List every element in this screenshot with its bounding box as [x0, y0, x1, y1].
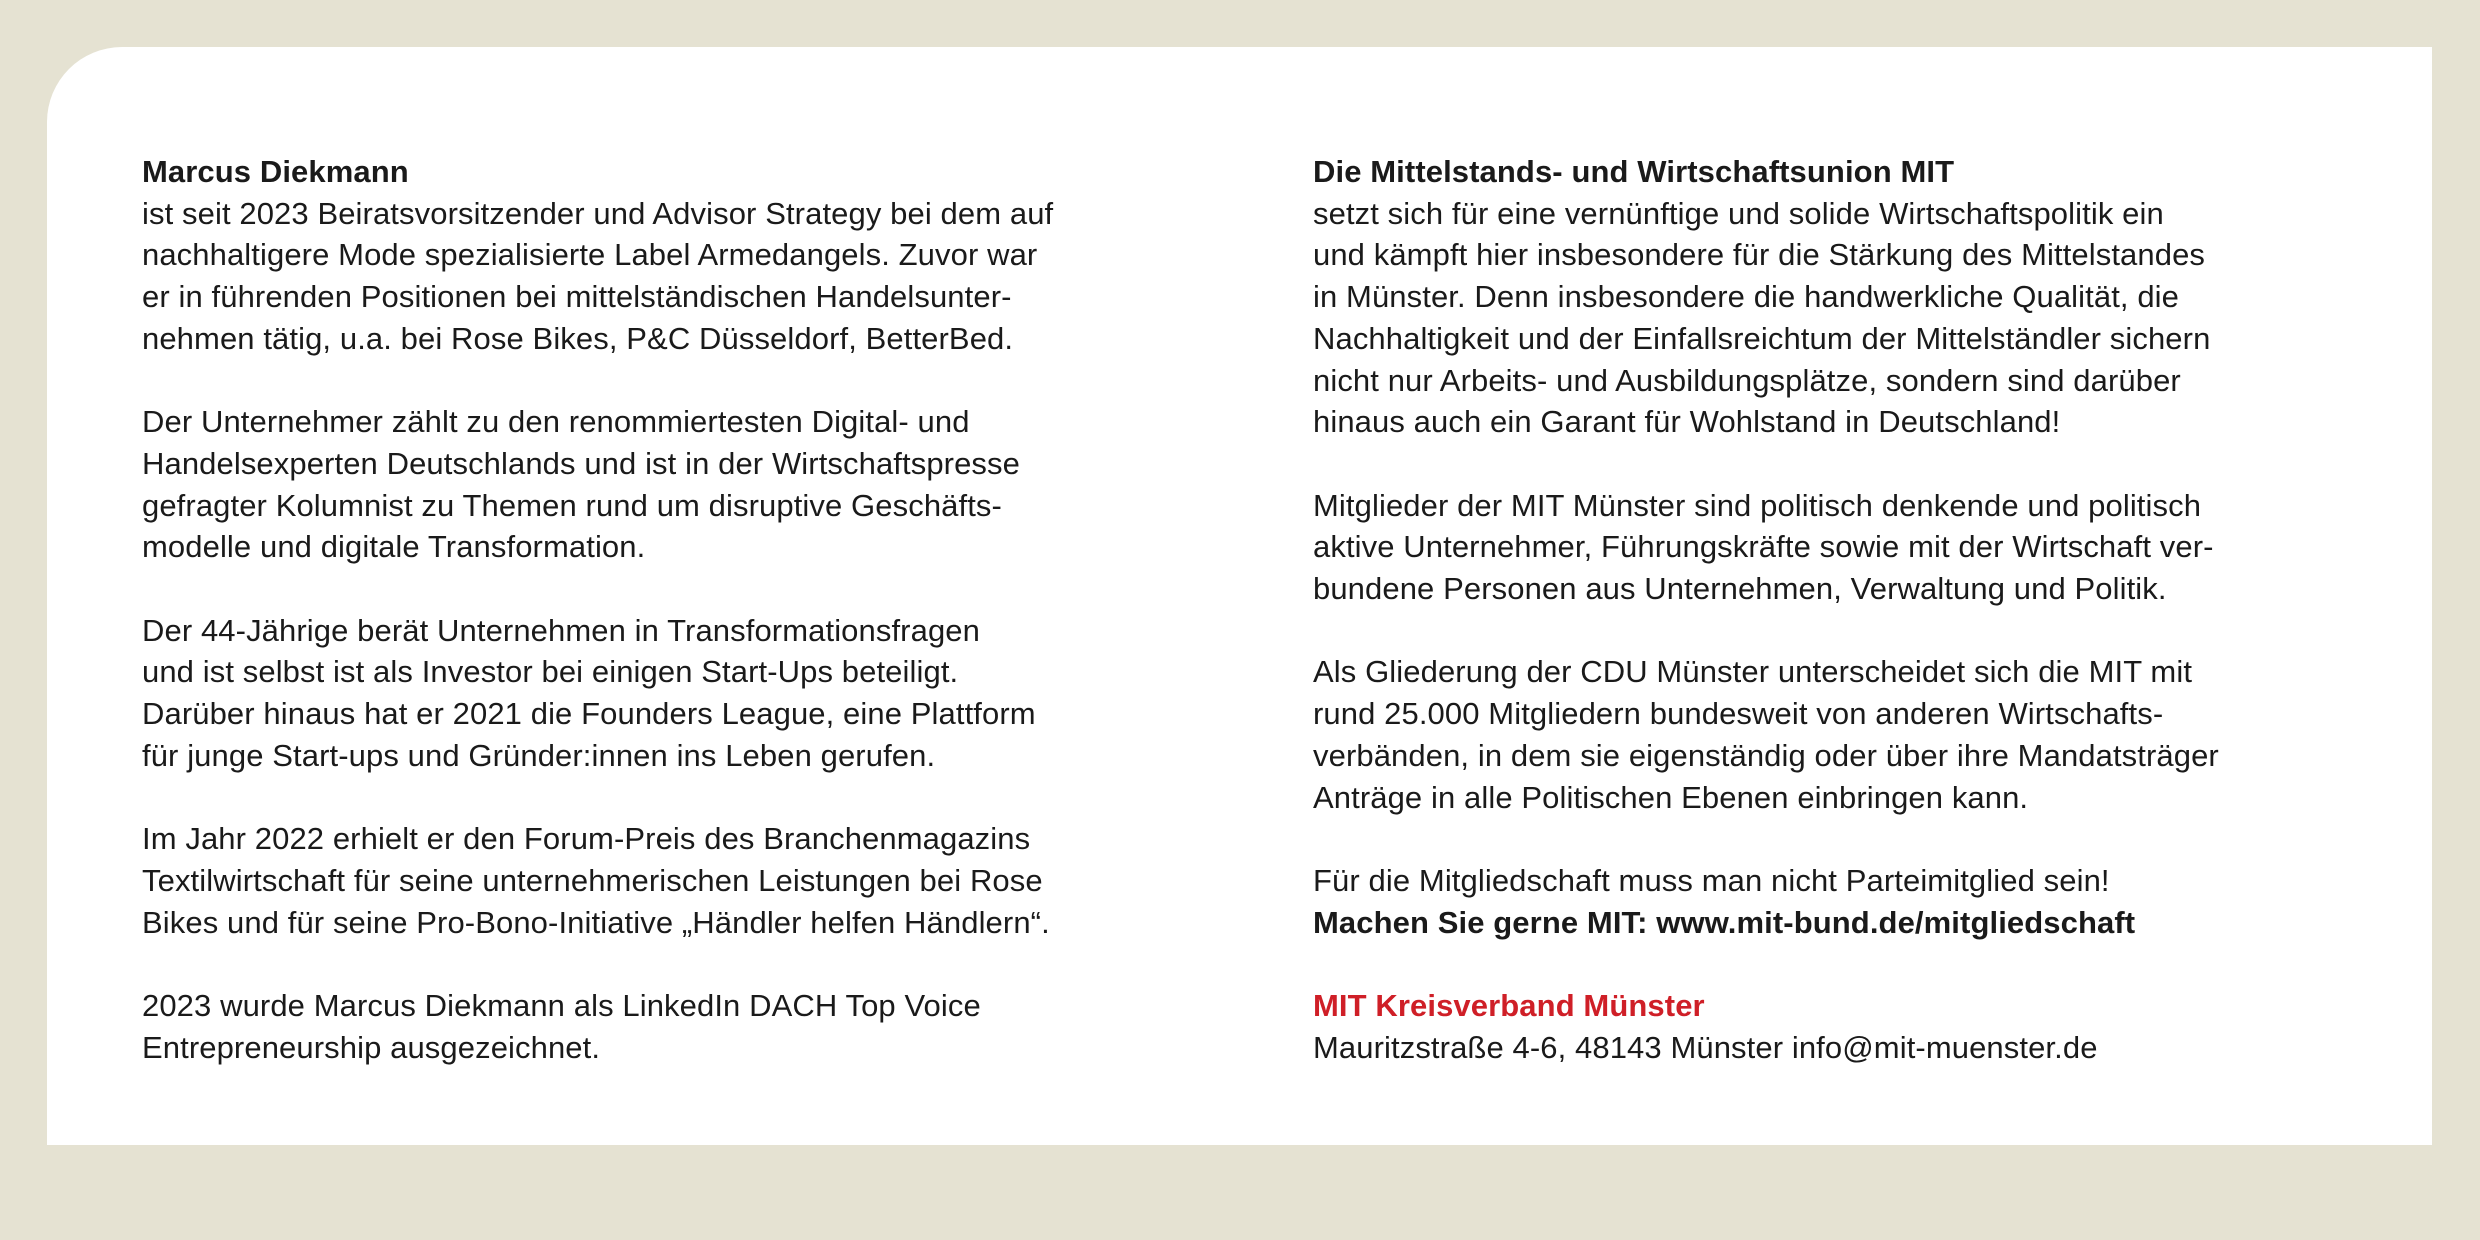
mit-heading: Die Mittelstands- und Wirtschaftsunion MIT	[1313, 154, 1955, 189]
membership-link[interactable]: Machen Sie gerne MIT: www.mit-bund.de/mitgliedschaft	[1313, 904, 2136, 940]
bio-paragraph-2	[142, 401, 1142, 568]
bio-line: nehmen tätig, u.a. bei Rose Bikes, P&C Düsseldorf, BetterBed.	[142, 320, 1014, 356]
bio-line: nachhaltigere Mode spezialisierte Label Armedangels. Zuvor war	[142, 237, 1038, 273]
bio-line: für junge Start-ups und Gründer:innen ins Leben gerufen.	[142, 737, 936, 773]
mit-line: setzt sich für eine vernünftige und solide Wirtschaftspolitik ein	[1313, 195, 2164, 231]
membership-note: Für die Mitgliedschaft muss man nicht Parteimitglied sein!	[1313, 862, 2110, 898]
bio-paragraph-3	[142, 610, 1142, 777]
bio-line: 2023 wurde Marcus Diekmann als LinkedIn DACH Top Voice	[142, 988, 981, 1023]
mit-line: verbänden, in dem sie eigenständig oder über ihre Mandatsträger	[1313, 737, 2219, 773]
mit-line: rund 25.000 Mitgliedern bundesweit von anderen Wirtschafts-	[1313, 696, 2164, 732]
bio-line: Entrepreneurship ausgezeichnet.	[142, 1029, 601, 1065]
bio-line: Im Jahr 2022 erhielt er den Forum-Preis des Branchenmagazins	[142, 821, 1031, 857]
bio-line: Handelsexperten Deutschlands und ist in der Wirtschaftspresse	[142, 445, 1020, 481]
mit-line: nicht nur Arbeits- und Ausbildungsplätze, sondern sind darüber	[1313, 362, 2181, 398]
mit-line: Als Gliederung der CDU Münster unterscheidet sich die MIT mit	[1313, 654, 2193, 690]
mit-line: hinaus auch ein Garant für Wohlstand in Deutschland!	[1313, 404, 2061, 440]
bio-line: Darüber hinaus hat er 2021 die Founders League, eine Plattform	[142, 696, 1036, 732]
bio-line: Bikes und für seine Pro-Bono-Initiative „Händler helfen Händlern“.	[142, 904, 1050, 940]
mit-line: Nachhaltigkeit und der Einfallsreichtum der Mittelständler sichern	[1313, 320, 2211, 356]
org-name: MIT Kreisverband Münster	[1313, 988, 1705, 1023]
contact-address[interactable]: Mauritzstraße 4-6, 48143 Münster info@mit-muenster.de	[1313, 1029, 2098, 1065]
bio-line: modelle und digitale Transformation.	[142, 529, 646, 565]
bio-line: ist seit 2023 Beiratsvorsitzender und Advisor Strategy bei dem auf	[142, 195, 1054, 231]
person-name: Marcus Diekmann	[142, 154, 409, 189]
mit-line: und kämpft hier insbesondere für die Stärkung des Mittelstandes	[1313, 237, 2206, 273]
mit-paragraph-3	[1313, 651, 2353, 818]
left-column	[142, 151, 1142, 1068]
bio-line: gefragter Kolumnist zu Themen rund um disruptive Geschäfts-	[142, 487, 1002, 523]
mit-line: bundene Personen aus Unternehmen, Verwaltung und Politik.	[1313, 571, 2167, 607]
mit-paragraph-2	[1313, 485, 2353, 610]
mit-line: Mitglieder der MIT Münster sind politisch denkende und politisch	[1313, 487, 2202, 523]
mit-line: in Münster. Denn insbesondere die handwerkliche Qualität, die	[1313, 279, 2180, 315]
mit-line: Anträge in alle Politischen Ebenen einbringen kann.	[1313, 779, 2029, 815]
bio-line: er in führenden Positionen bei mittelständischen Handelsunter-	[142, 279, 1012, 315]
contact-block	[1313, 985, 2353, 1068]
right-column	[1313, 151, 2353, 1068]
bio-line: Textilwirtschaft für seine unternehmerischen Leistungen bei Rose	[142, 862, 1043, 898]
bio-paragraph-5	[142, 985, 1142, 1068]
mit-intro	[1313, 151, 2353, 443]
bio-line: und ist selbst ist als Investor bei einigen Start-Ups beteiligt.	[142, 654, 959, 690]
bio-paragraph-4	[142, 818, 1142, 943]
bio-line: Der 44-Jährige berät Unternehmen in Transformationsfragen	[142, 612, 980, 648]
bio-intro	[142, 151, 1142, 360]
mit-line: aktive Unternehmer, Führungskräfte sowie mit der Wirtschaft ver-	[1313, 529, 2214, 565]
bio-line: Der Unternehmer zählt zu den renommiertesten Digital- und	[142, 404, 970, 440]
membership-block	[1313, 860, 2353, 943]
content-card	[47, 47, 2432, 1145]
